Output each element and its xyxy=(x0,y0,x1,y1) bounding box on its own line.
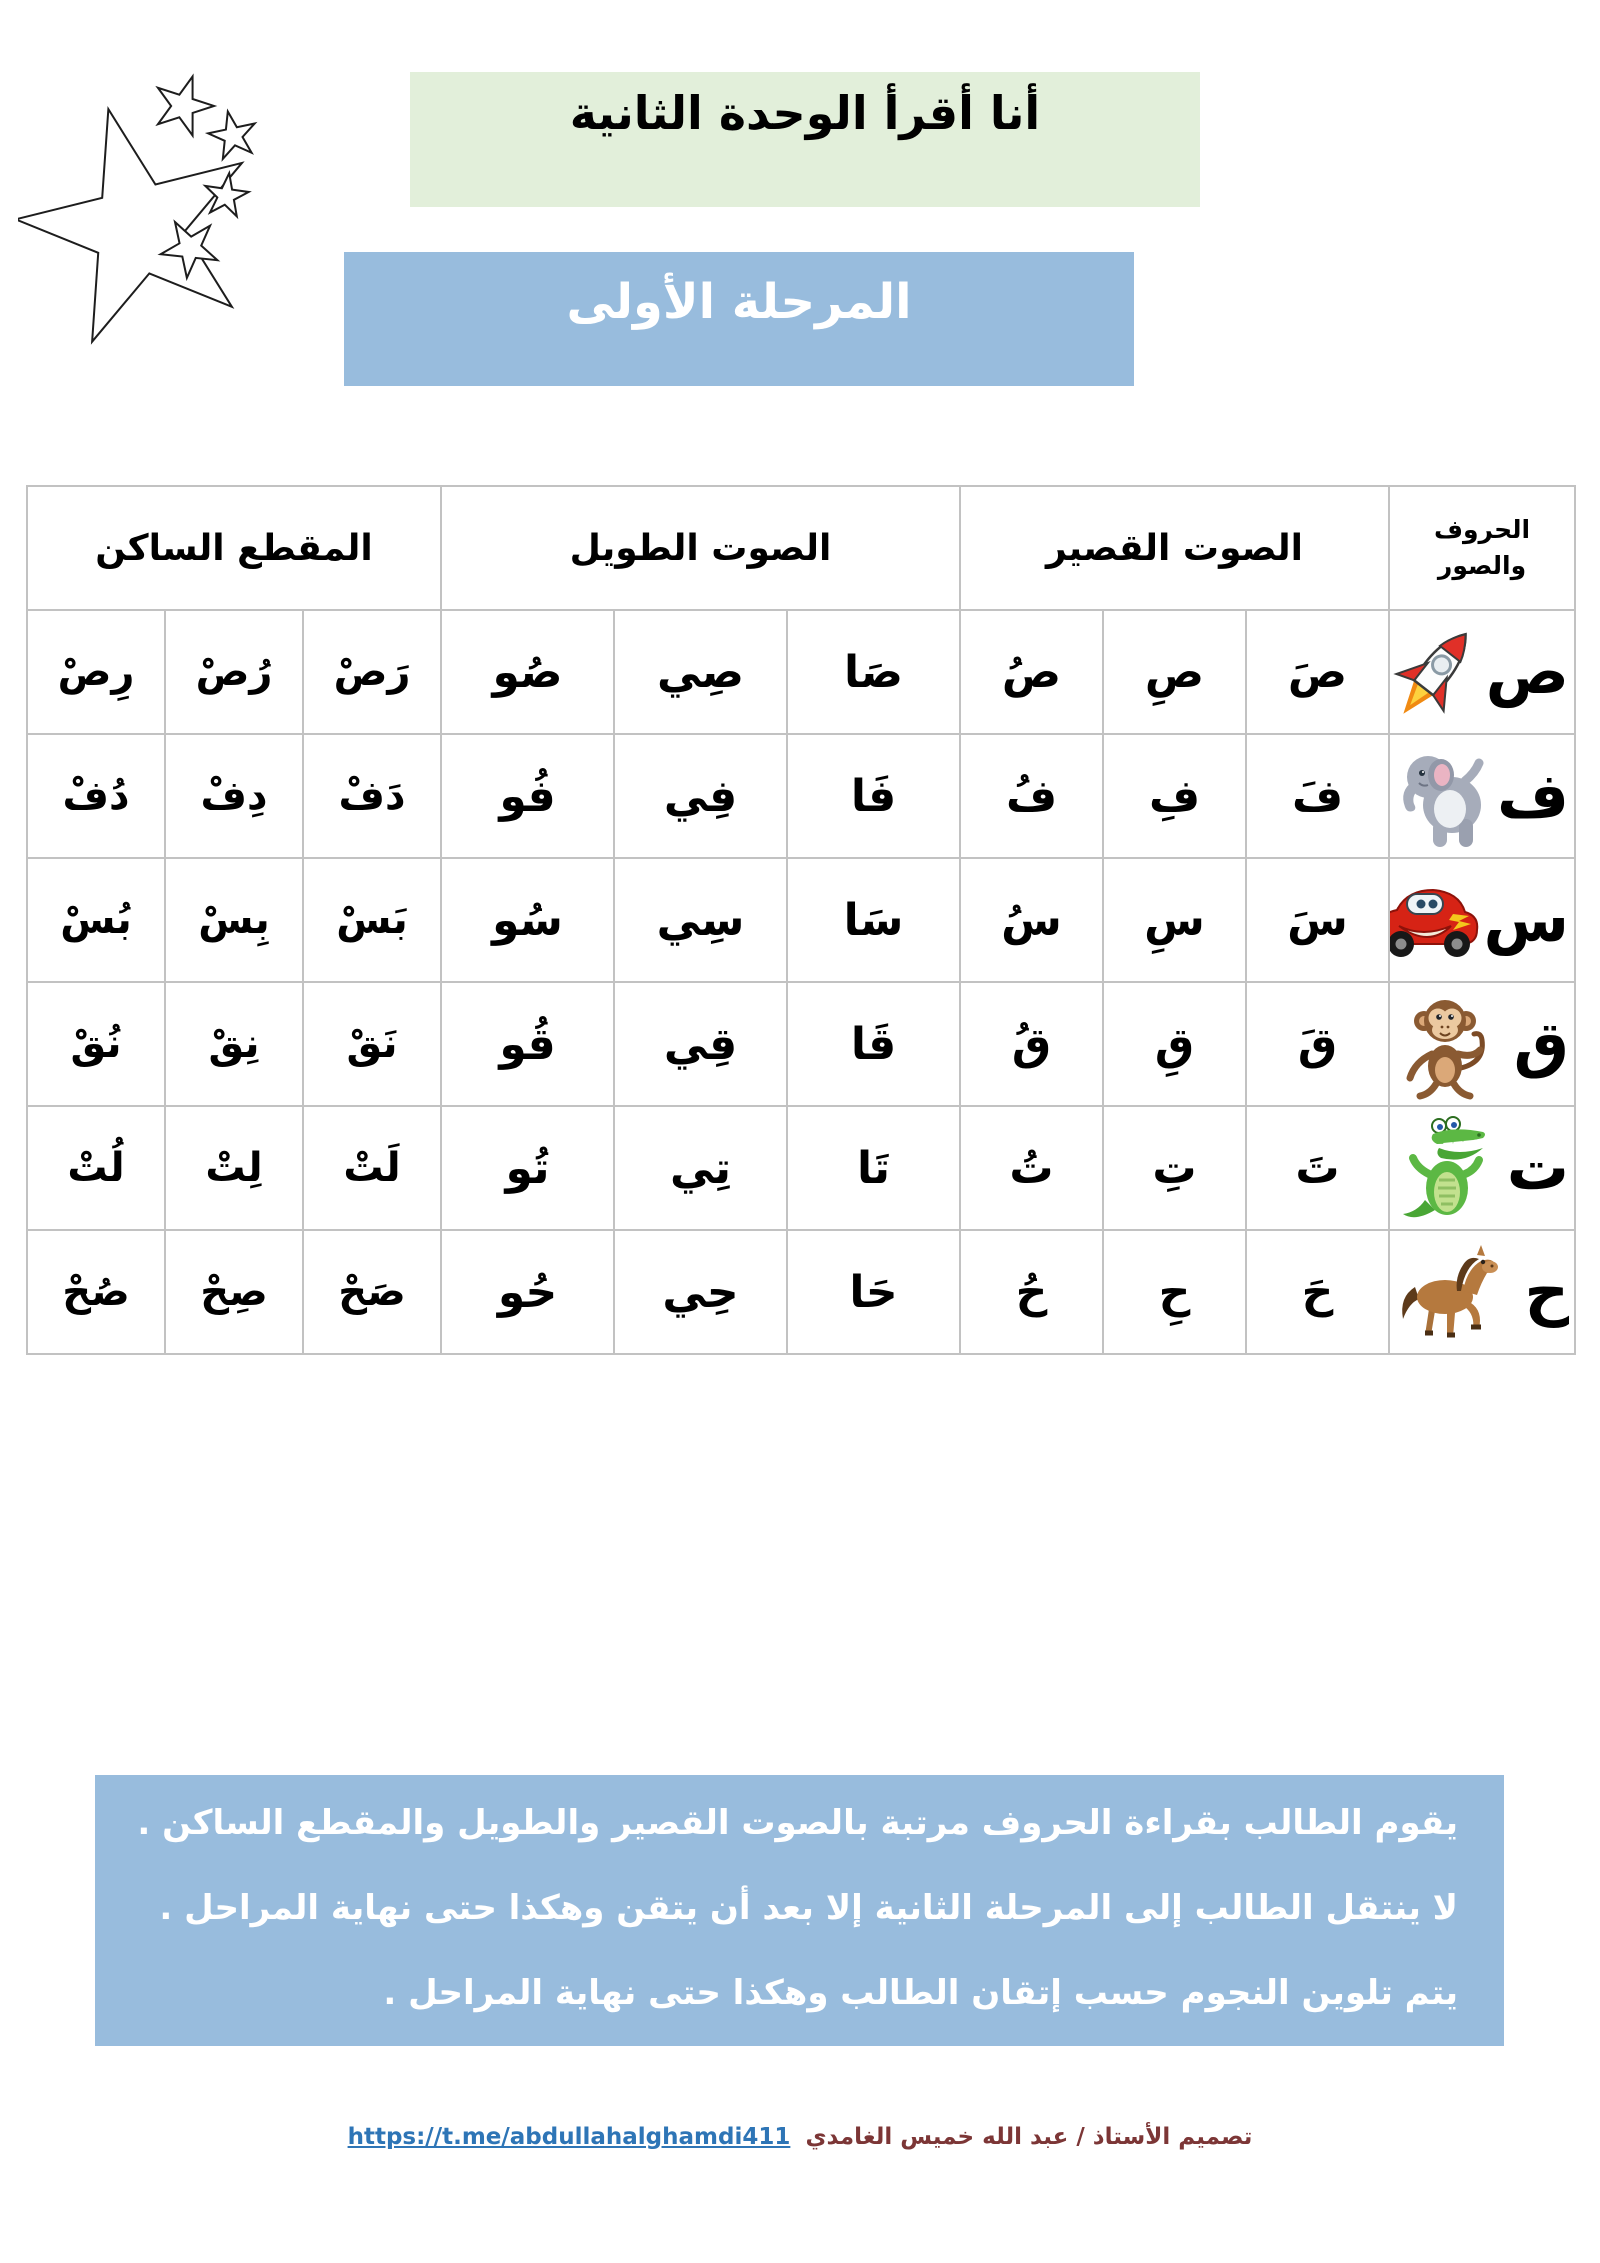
long-sound-cell: قُو xyxy=(441,982,614,1106)
unit-title: أنا أقرأ الوحدة الثانية xyxy=(569,86,1041,140)
sukun-cell: رِصْ xyxy=(27,610,165,734)
sukun-cell: لَتْ xyxy=(303,1106,441,1230)
letter-cell xyxy=(1389,610,1575,734)
letter: ف xyxy=(1497,759,1570,832)
short-sound-cell: صِ xyxy=(1103,610,1246,734)
letter-cell xyxy=(1389,1106,1575,1230)
sukun-cell: رَصْ xyxy=(303,610,441,734)
long-sound-cell: سَا xyxy=(787,858,960,982)
sukun-cell: بِسْ xyxy=(165,858,303,982)
long-sound-cell: تَا xyxy=(787,1106,960,1230)
sukun-cell: لُتْ xyxy=(27,1106,165,1230)
letter: ص xyxy=(1485,635,1570,708)
letter-cell xyxy=(1389,858,1575,982)
long-sound-cell: تِي xyxy=(614,1106,787,1230)
short-sound-cell: فِ xyxy=(1103,734,1246,858)
short-sound-cell: حِ xyxy=(1103,1230,1246,1354)
sukun-cell: رُصْ xyxy=(165,610,303,734)
sukun-cell: دِفْ xyxy=(165,734,303,858)
stage-title: المرحلة الأولى xyxy=(566,274,912,330)
sukun-cell: صُحْ xyxy=(27,1230,165,1354)
instruction-line: لا ينتقل الطالب إلى المرحلة الثانية إلا بعد أن يتقن وهكذا حتى نهاية المراحل . xyxy=(159,1888,1458,1928)
instruction-line: يتم تلوين النجوم حسب إتقان الطالب وهكذا حتى نهاية المراحل . xyxy=(383,1973,1458,2013)
header-short-sound: الصوت القصير xyxy=(960,486,1389,610)
sukun-cell: دُفْ xyxy=(27,734,165,858)
short-sound-cell: تَ xyxy=(1246,1106,1389,1230)
sukun-cell: صَحْ xyxy=(303,1230,441,1354)
short-sound-cell: صَ xyxy=(1246,610,1389,734)
table-row xyxy=(27,858,1575,982)
short-sound-cell: حُ xyxy=(960,1230,1103,1354)
header-sukun-syllable: المقطع الساكن xyxy=(27,486,441,610)
short-sound-cell: تُ xyxy=(960,1106,1103,1230)
table-row xyxy=(27,1230,1575,1354)
crocodile-image xyxy=(1395,1112,1499,1224)
header-long-sound: الصوت الطويل xyxy=(441,486,960,610)
sukun-cell: صِحْ xyxy=(165,1230,303,1354)
designer-credit: تصميم الأستاذ / عبد الله خميس الغامدي xyxy=(805,2124,1253,2150)
sukun-cell: دَفْ xyxy=(303,734,441,858)
short-sound-cell: تِ xyxy=(1103,1106,1246,1230)
sukun-cell: بَسْ xyxy=(303,858,441,982)
monkey-image xyxy=(1395,988,1495,1100)
instructions-box xyxy=(95,1775,1504,2046)
star-icon xyxy=(205,107,261,161)
star-icon xyxy=(147,67,220,139)
letter-cell xyxy=(1389,1230,1575,1354)
table-row xyxy=(27,734,1575,858)
telegram-link[interactable]: https://t.me/abdullahalghamdi411 xyxy=(347,2124,791,2150)
long-sound-cell: حِي xyxy=(614,1230,787,1354)
sukun-cell: لِتْ xyxy=(165,1106,303,1230)
footer xyxy=(0,2124,1600,2150)
short-sound-cell: قِ xyxy=(1103,982,1246,1106)
long-sound-cell: فِي xyxy=(614,734,787,858)
horse-image xyxy=(1395,1241,1507,1343)
short-sound-cell: فُ xyxy=(960,734,1103,858)
letter: ق xyxy=(1513,1007,1570,1080)
rocket-image xyxy=(1389,618,1486,726)
sukun-cell: بُسْ xyxy=(27,858,165,982)
long-sound-cell: سِي xyxy=(614,858,787,982)
long-sound-cell: صِي xyxy=(614,610,787,734)
stage-banner xyxy=(344,252,1134,386)
car-image xyxy=(1389,874,1483,966)
short-sound-cell: سِ xyxy=(1103,858,1246,982)
short-sound-cell: سَ xyxy=(1246,858,1389,982)
elephant-image xyxy=(1395,741,1491,851)
sukun-cell: نِقْ xyxy=(165,982,303,1106)
letter: ت xyxy=(1506,1131,1570,1204)
long-sound-cell: صَا xyxy=(787,610,960,734)
unit-title-box xyxy=(410,72,1200,207)
long-sound-cell: سُو xyxy=(441,858,614,982)
stars-decoration xyxy=(18,66,308,401)
table-row xyxy=(27,1106,1575,1230)
short-sound-cell: قُ xyxy=(960,982,1103,1106)
long-sound-cell: قِي xyxy=(614,982,787,1106)
long-sound-cell: فَا xyxy=(787,734,960,858)
sukun-cell: نَقْ xyxy=(303,982,441,1106)
long-sound-cell: حُو xyxy=(441,1230,614,1354)
letter-cell xyxy=(1389,734,1575,858)
phonics-table xyxy=(26,485,1576,1355)
long-sound-cell: فُو xyxy=(441,734,614,858)
short-sound-cell: حَ xyxy=(1246,1230,1389,1354)
letter-cell xyxy=(1389,982,1575,1106)
letter: س xyxy=(1483,883,1570,956)
letter: ح xyxy=(1524,1255,1570,1328)
long-sound-cell: حَا xyxy=(787,1230,960,1354)
short-sound-cell: قَ xyxy=(1246,982,1389,1106)
instruction-line: يقوم الطالب بقراءة الحروف مرتبة بالصوت القصير والطويل والمقطع الساكن . xyxy=(137,1803,1458,1843)
short-sound-cell: صُ xyxy=(960,610,1103,734)
sukun-cell: نُقْ xyxy=(27,982,165,1106)
long-sound-cell: قَا xyxy=(787,982,960,1106)
table-row xyxy=(27,610,1575,734)
table-row xyxy=(27,982,1575,1106)
header-letters: الحروف والصور xyxy=(1389,486,1575,610)
long-sound-cell: صُو xyxy=(441,610,614,734)
long-sound-cell: تُو xyxy=(441,1106,614,1230)
table-header-row xyxy=(27,486,1575,610)
short-sound-cell: سُ xyxy=(960,858,1103,982)
short-sound-cell: فَ xyxy=(1246,734,1389,858)
